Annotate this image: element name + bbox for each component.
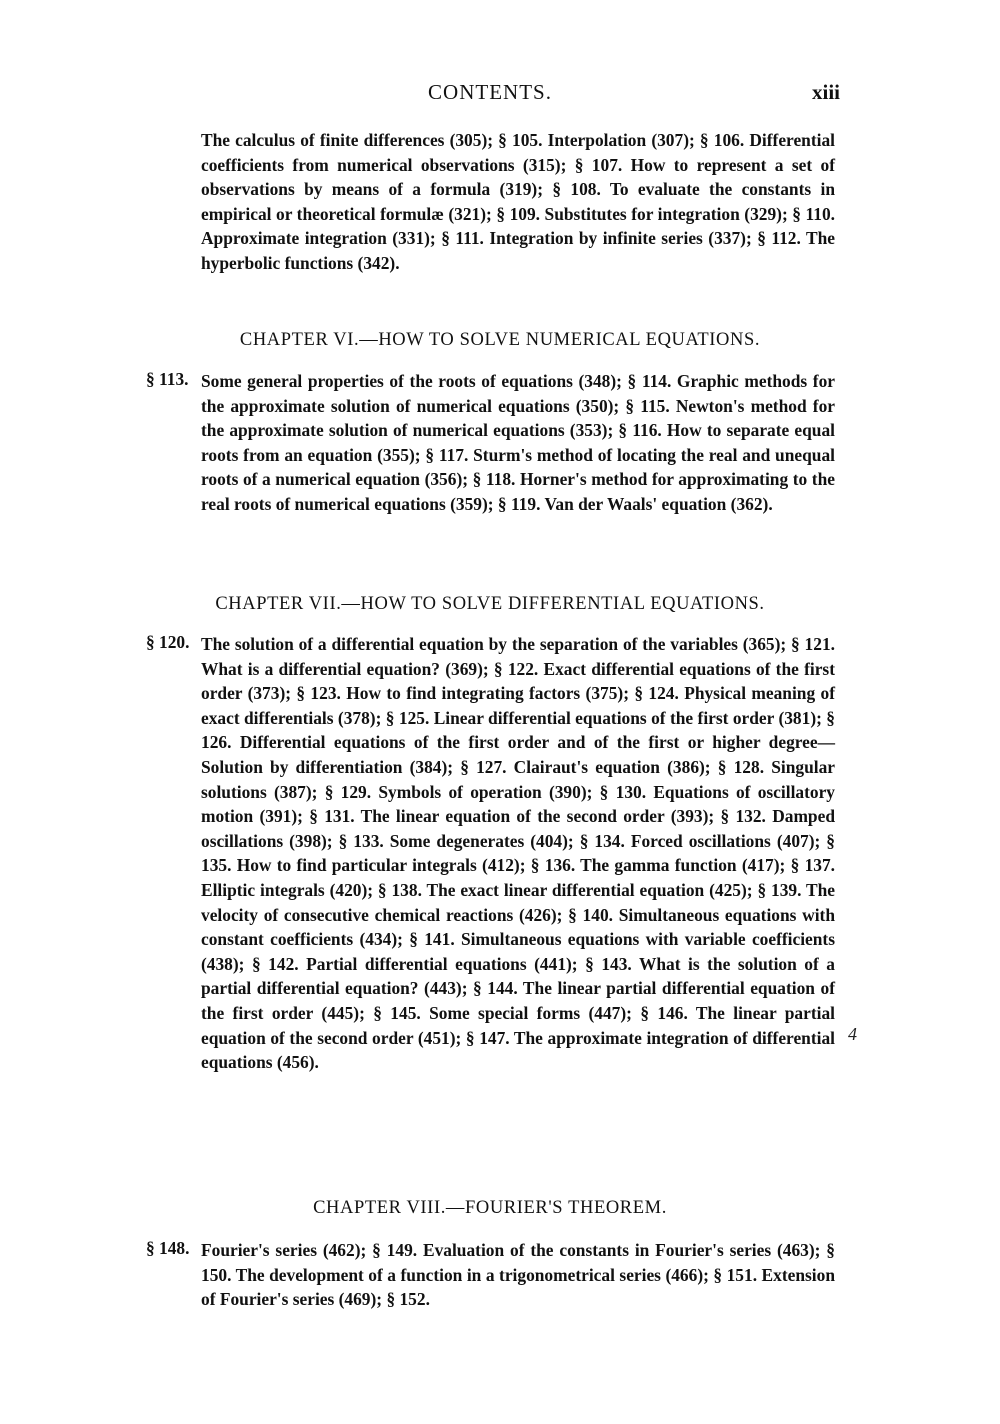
chapter-viii-section-number: § 148. <box>146 1238 190 1258</box>
chapter-vi-entry: Some general properties of the roots of equations (348); § 114. Graphic methods for the approximate solution of numerical equations (350); § 115. Newton's method for the approximate solution of numerical equations (353); § 116. How to separate equal roots from an equation (355); § 117. Sturm's method of locating the real and unequal roots of a numerical equation (356); § 118. Horner's method for approximating to the real roots of numerical equations (359); § 119. Van der Waals' equation (362). <box>201 371 835 514</box>
handwritten-margin-mark: 4 <box>848 1024 857 1044</box>
page-number: xiii <box>811 80 840 104</box>
chapter-vii-section-number: § 120. <box>146 632 190 652</box>
chapter-vi-section-number: § 113. <box>146 369 189 389</box>
chapter-viii-heading: CHAPTER VIII.—FOURIER'S THEOREM. <box>313 1198 667 1218</box>
chapter-vii-entry: The solution of a differential equation by the separation of the variables (365); § 121. What is a differential equation? (369); § 122. Exact differential equations of the first order (373); § 123. How to find integrating factors (375); § 124. Physical meaning of exact differentials (378); § 125. Linear differential equations of the first order (381); § 126. Differential equations of the first order and of the first or higher degree—Solution by differentiation (384); § 127. Clairaut's equation (386); § 128. Singular solutions (387); § 129. Symbols of operation (390); § 130. Equations of oscillatory motion (391); § 131. The linear equation of the second order (393); § 132. Damped oscillations (398); § 133. Some degenerates (404); § 134. Forced oscillations (407); § 135. How to find particular integrals (412); § 136. The gamma function (417); § 137. Elliptic integrals (420); § 138. The exact linear differential equation (425); § 139. The velocity of consecutive chemical reactions (426); § 140. Simultaneous equations with constant coefficients (434); § 141. Simultaneous equations with variable coefficients (438); § 142. Partial differential equations (441); § 143. What is the solution of a partial differential equation? (443); § 144. The linear partial differential equation of the first order (445); § 145. Some special forms (447); § 146. The linear partial equation of the second order (451); § 147. The approximate integration of differential equations (456). <box>201 634 835 1073</box>
running-head <box>140 80 840 110</box>
chapter-vii-heading: CHAPTER VII.—HOW TO SOLVE DIFFERENTIAL EQUATIONS. <box>215 594 765 614</box>
chapter-viii-entry: Fourier's series (462); § 149. Evaluation of the constants in Fourier's series (463); § 150. The development of a function in a trigonometrical series (466); § 151. Extension of Fourier's series (469); § 152. <box>201 1240 835 1310</box>
chapter-vi-heading: CHAPTER VI.—HOW TO SOLVE NUMERICAL EQUATIONS. <box>239 330 761 350</box>
intro-paragraph: The calculus of finite differences (305); § 105. Interpolation (307); § 106. Differential coefficients from numerical observations (315); § 107. How to represent a set of observations by means of a formula (319); § 108. To evaluate the constants in empirical or theoretical formulæ (321); § 109. Substitutes for integration (329); § 110. Approximate integration (331); § 111. Integration by infinite series (337); § 112. The hyperbolic functions (342). <box>201 130 835 273</box>
running-title: CONTENTS. <box>428 80 552 104</box>
